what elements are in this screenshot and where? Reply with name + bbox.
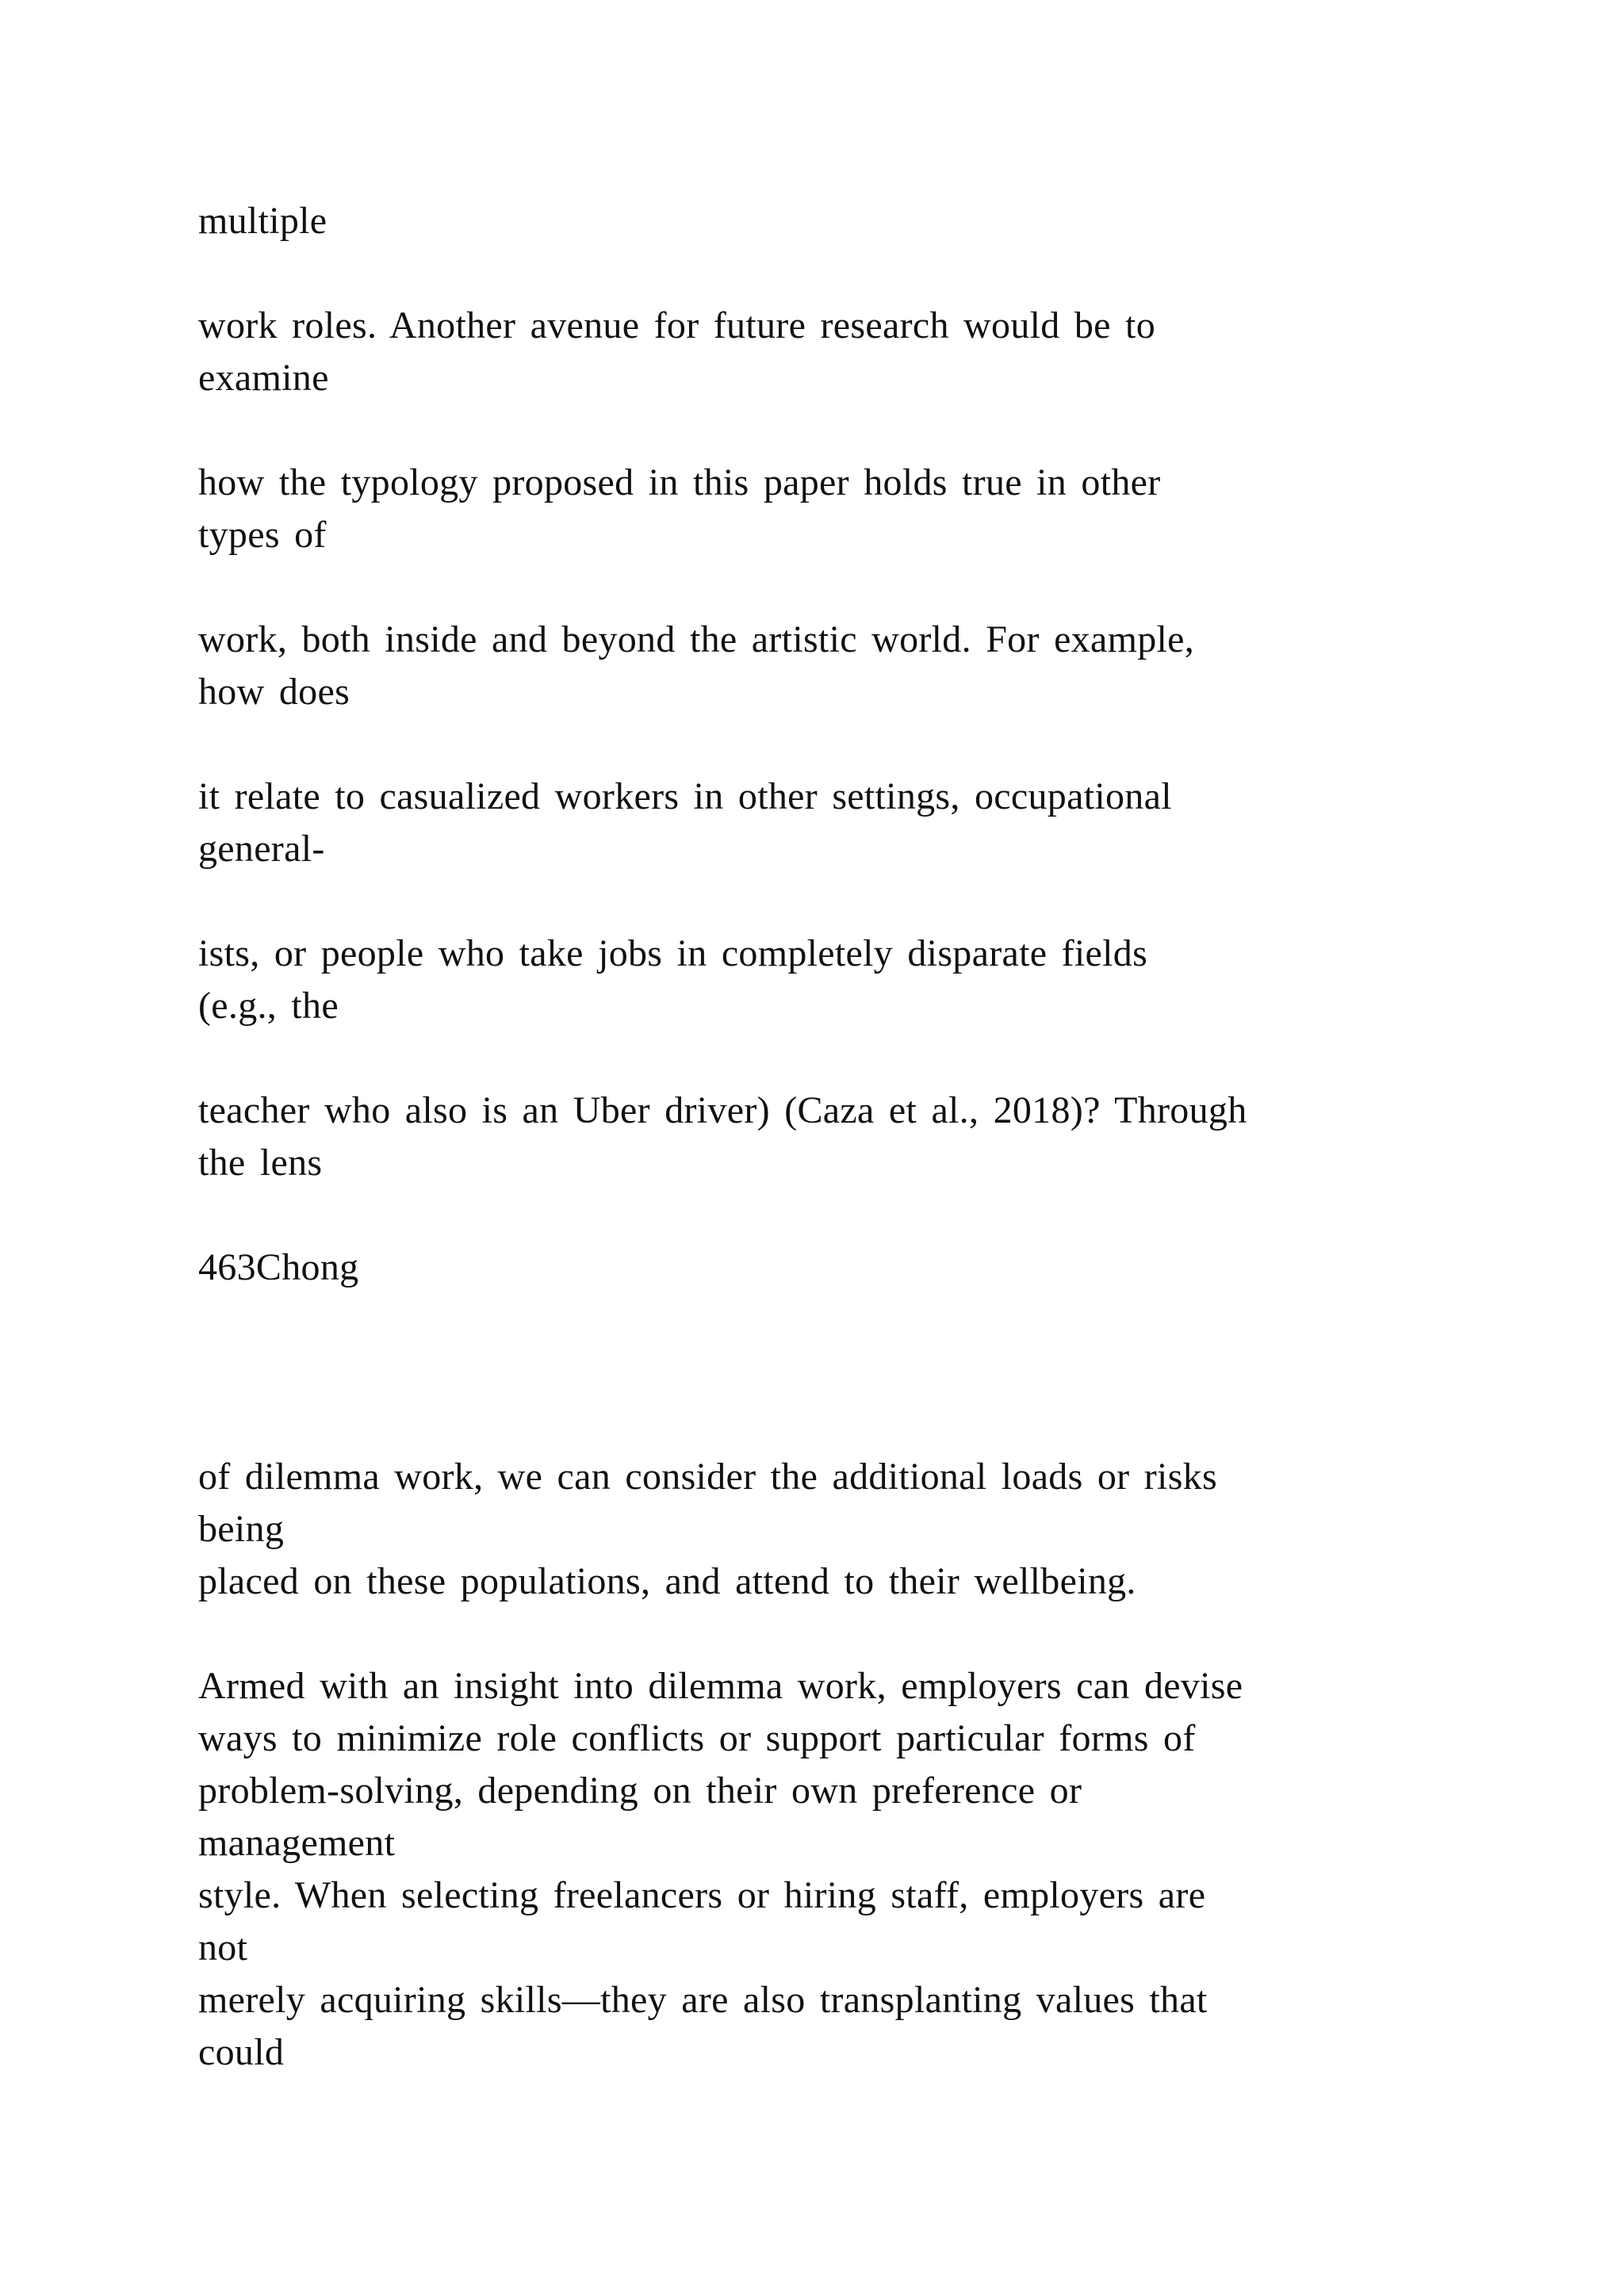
text-line: work, both inside and beyond the artistic world. For example, [198, 618, 1195, 660]
text-line: ists, or people who take jobs in completely disparate fields [198, 932, 1148, 974]
text-line: (e.g., the [198, 985, 339, 1027]
text-line: could [198, 2031, 285, 2073]
text-line: placed on these populations, and attend to their wellbeing. [198, 1560, 1136, 1602]
text-line: problem-solving, depending on their own preference or [198, 1770, 1082, 1812]
page-number: 463Chong [198, 1246, 359, 1288]
text-line: it relate to casualized workers in other settings, occupational [198, 775, 1172, 817]
text-line: teacher who also is an Uber driver) (Caza et al., 2018)? Through [198, 1089, 1247, 1131]
text-line: Armed with an insight into dilemma work, employers can devise [198, 1665, 1243, 1707]
text-line: work roles. Another avenue for future research would be to [198, 304, 1155, 346]
text-line: examine [198, 357, 329, 399]
text-line: the lens [198, 1142, 323, 1184]
text-line: ways to minimize role conflicts or support particular forms of [198, 1717, 1196, 1759]
text-line: merely acquiring skills—they are also transplanting values that [198, 1979, 1208, 2021]
text-line: style. When selecting freelancers or hiring staff, employers are [198, 1874, 1206, 1916]
text-line: being [198, 1508, 285, 1550]
text-line: how the typology proposed in this paper holds true in other [198, 461, 1161, 503]
text-line: how does [198, 671, 350, 713]
text-line: management [198, 1822, 396, 1864]
text-line: of dilemma work, we can consider the additional loads or risks [198, 1456, 1217, 1498]
text-line: types of [198, 514, 327, 556]
text-line: not [198, 1927, 248, 1969]
text-line: multiple [198, 200, 327, 242]
text-line: general- [198, 828, 325, 870]
